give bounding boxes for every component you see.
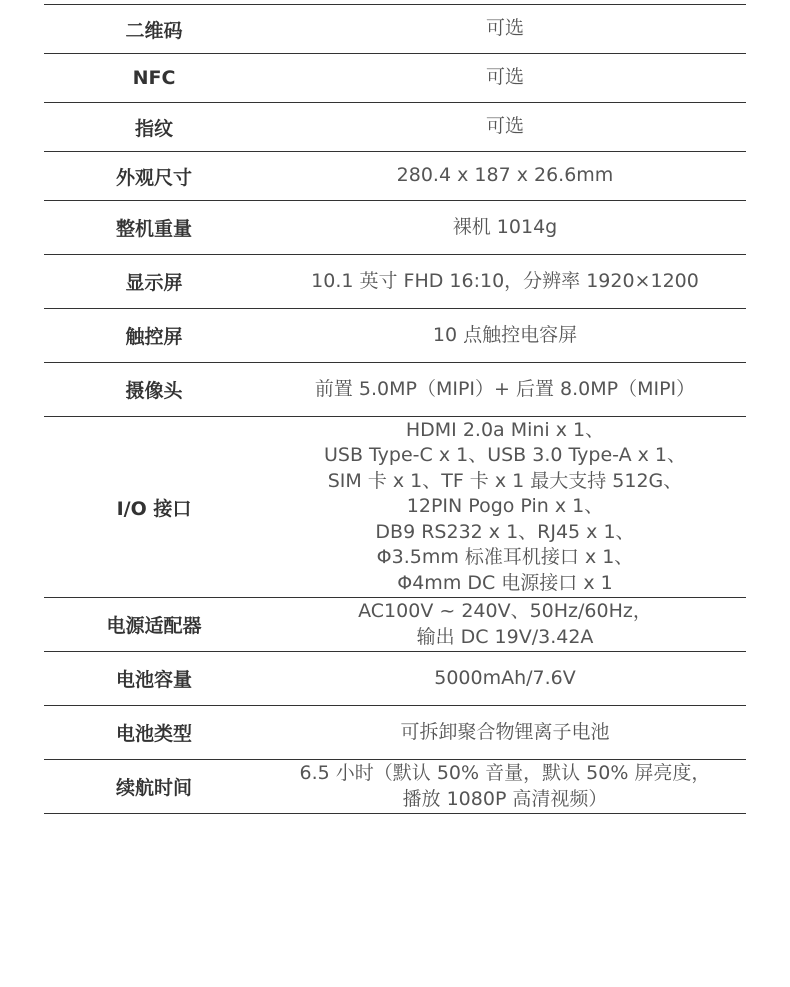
spec-row-weight [44, 200, 746, 254]
spec-value-line: SIM 卡 x 1、TF 卡 x 1 最大支持 512G、 [327, 469, 683, 492]
spec-value-line: Φ3.5mm 标准耳机接口 x 1、 [376, 546, 634, 569]
spec-value [264, 761, 746, 812]
spec-value-line: 播放 1080P 高清视频） [402, 787, 608, 810]
spec-label: 指纹 [134, 117, 173, 140]
spec-value [264, 323, 746, 349]
spec-value-line: AC100V ~ 240V、50Hz/60Hz， [358, 600, 652, 622]
spec-value-line: 可选 [485, 17, 524, 40]
spec-value-line: 可拆卸聚合物锂离子电池 [400, 720, 610, 743]
spec-row-display [44, 254, 746, 308]
spec-row-battery-capacity [44, 651, 746, 705]
spec-label: NFC [132, 67, 176, 89]
spec-label: I/O 接口 [116, 497, 192, 520]
spec-value [264, 163, 746, 189]
spec-row-nfc [44, 53, 746, 102]
spec-value-line: Φ4mm DC 电源接口 x 1 [397, 571, 613, 594]
spec-value-line: 裸机 1014g [452, 215, 558, 238]
spec-row-battery-life [44, 759, 746, 814]
spec-value [264, 65, 746, 91]
spec-value-line: 可选 [485, 115, 524, 138]
spec-value-line: 5000mAh/7.6V [434, 666, 576, 689]
spec-value-line: 280.4 x 187 x 26.6mm [396, 164, 614, 187]
spec-row-touchscreen [44, 308, 746, 362]
spec-value [264, 114, 746, 140]
spec-label: 续航时间 [115, 777, 192, 799]
spec-row-power-adapter [44, 597, 746, 651]
spec-row-camera [44, 362, 746, 416]
spec-row-fingerprint [44, 102, 746, 151]
spec-value [264, 377, 746, 403]
spec-label: 电池类型 [115, 723, 192, 745]
spec-row-qrcode [44, 4, 746, 53]
spec-label: 电池容量 [115, 669, 192, 691]
spec-value [264, 16, 746, 42]
spec-table [44, 4, 746, 814]
spec-value-line: 10.1 英寸 FHD 16:10，分辨率 1920×1200 [311, 269, 699, 292]
spec-value-line: 6.5 小时（默认 50% 音量，默认 50% 屏亮度， [299, 762, 711, 784]
spec-label: 整机重量 [115, 218, 192, 240]
spec-value-line: 12PIN Pogo Pin x 1、 [406, 495, 604, 518]
spec-value-line: 输出 DC 19V/3.42A [416, 625, 594, 648]
spec-row-io-ports [44, 416, 746, 597]
spec-value [264, 269, 746, 295]
spec-label: 触控屏 [125, 326, 183, 348]
spec-label: 电源适配器 [106, 615, 202, 637]
spec-row-battery-type [44, 705, 746, 759]
spec-value-line: DB9 RS232 x 1、RJ45 x 1、 [375, 520, 635, 543]
spec-value [264, 720, 746, 746]
spec-label: 外观尺寸 [115, 166, 192, 189]
spec-value [264, 666, 746, 692]
spec-label: 显示屏 [125, 272, 183, 294]
spec-value-line: 10 点触控电容屏 [432, 323, 578, 346]
spec-value [264, 418, 746, 597]
spec-value [264, 215, 746, 241]
spec-label: 摄像头 [125, 380, 183, 402]
spec-value [264, 599, 746, 650]
spec-label: 二维码 [125, 19, 183, 42]
spec-row-dimensions [44, 151, 746, 200]
spec-value-line: USB Type-C x 1、USB 3.0 Type-A x 1、 [323, 444, 686, 467]
spec-value-line: 可选 [485, 66, 524, 89]
spec-value-line: 前置 5.0MP（MIPI）+ 后置 8.0MP（MIPI） [314, 377, 696, 400]
spec-value-line: HDMI 2.0a Mini x 1、 [405, 418, 605, 441]
